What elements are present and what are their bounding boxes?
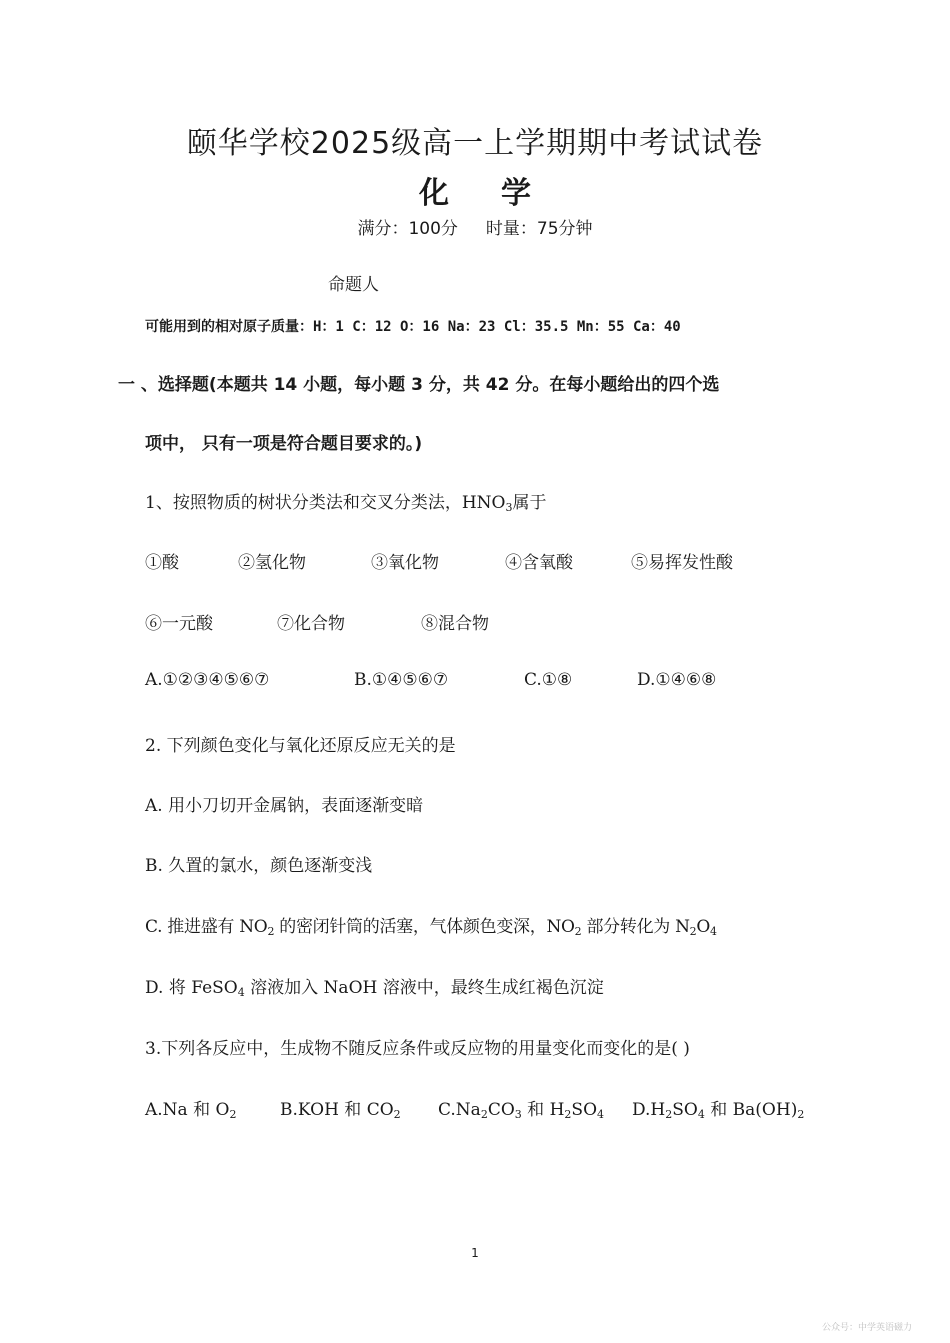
q1-stem-text: 1、按照物质的树状分类法和交叉分类法，HNO (145, 493, 506, 513)
q3-c-sub-2: 3 (514, 1108, 522, 1121)
q3-option-a (145, 1095, 236, 1120)
q1-item-4: ④含氧酸 (505, 553, 573, 573)
q1-item-7: ⑦化合物 (277, 614, 345, 634)
q1-item-1: ①酸 (145, 553, 179, 573)
q1-option-a: A.①②③④⑤⑥⑦ (145, 670, 270, 690)
q3-c-sub-4: 4 (597, 1108, 605, 1121)
q3-a-text: A.Na 和 O (145, 1100, 230, 1120)
q3-b-text: B.KOH 和 CO (280, 1100, 394, 1120)
q3-d-text-1: D.H (632, 1100, 666, 1120)
q2-c-sub-3: 2 (689, 925, 697, 938)
q2-d-text-2: 溶液加入 NaOH 溶液中，最终生成红褐色沉淀 (244, 978, 604, 998)
q2-c-text-2: 的密闭针筒的活塞，气体颜色变深，NO (274, 917, 575, 937)
q2-option-b: B. 久置的氯水，颜色逐渐变浅 (145, 856, 373, 876)
q2-c-sub-1: 2 (267, 925, 275, 938)
q3-c-sub-3: 2 (564, 1108, 572, 1121)
subject-heading (0, 168, 950, 212)
q2-c-text-3: 部分转化为 N (581, 917, 690, 937)
q3-c-text-3: 和 H (521, 1100, 565, 1120)
subject-char-1: 化 (419, 176, 449, 211)
q3-option-d (632, 1095, 804, 1120)
q3-c-text-1: C.Na (438, 1100, 481, 1120)
q2-c-text-4: O (696, 917, 710, 937)
q3-d-text-3: 和 Ba(OH) (704, 1100, 798, 1120)
q3-stem: 3.下列各反应中，生成物不随反应条件或反应物的用量变化而变化的是( ) (145, 1039, 690, 1059)
time-limit: 时量：75分钟 (485, 219, 593, 239)
q1-item-8: ⑧混合物 (421, 614, 489, 634)
q1-item-6: ⑥一元酸 (145, 614, 213, 634)
page-number: 1 (471, 1246, 479, 1260)
full-score: 满分：100分 (357, 219, 458, 239)
q2-d-text-1: D. 将 FeSO (145, 978, 238, 998)
q1-option-d: D.①④⑥⑧ (637, 670, 717, 690)
q3-d-sub-3: 2 (797, 1108, 805, 1121)
author-label: 命题人 (328, 275, 379, 295)
q1-stem-subscript: 3 (505, 501, 513, 514)
q3-d-sub-2: 4 (697, 1108, 705, 1121)
q1-item-5: ⑤易挥发性酸 (631, 553, 733, 573)
q2-stem: 2. 下列颜色变化与氧化还原反应无关的是 (145, 736, 456, 756)
section-heading-line-2: 项中， 只有一项是符合题目要求的。) (145, 434, 423, 454)
q2-c-sub-2: 2 (574, 925, 582, 938)
q3-option-b (280, 1095, 401, 1120)
q3-c-text-4: SO (571, 1100, 598, 1120)
section-heading-line-1: 一 、选择题(本题共 14 小题，每小题 3 分，共 42 分。在每小题给出的四个选 (118, 375, 720, 395)
watermark: 公众号：中学英语磁力 (822, 1323, 913, 1333)
exam-meta (0, 214, 950, 239)
q2-c-sub-4: 4 (710, 925, 717, 938)
q3-b-sub: 2 (393, 1108, 401, 1121)
exam-title: 颐华学校2025级高一上学期期中考试试卷 (186, 126, 764, 161)
q2-c-text-1: C. 推进盛有 NO (145, 917, 268, 937)
q1-stem (145, 488, 546, 513)
q3-d-sub-1: 2 (665, 1108, 673, 1121)
q1-item-3: ③氧化物 (371, 553, 439, 573)
q3-c-text-2: CO (487, 1100, 515, 1120)
q2-d-sub-1: 4 (237, 986, 245, 999)
q3-a-sub: 2 (229, 1108, 237, 1121)
atomic-masses: 可能用到的相对原子质量：H：1 C：12 O：16 Na：23 Cl：35.5 Mn：55 Ca：40 (145, 319, 681, 335)
q3-d-text-2: SO (672, 1100, 698, 1120)
q1-stem-text-2: 属于 (512, 493, 547, 513)
q2-option-d (145, 973, 604, 998)
q1-item-2: ②氢化物 (238, 553, 306, 573)
q2-option-c (145, 912, 717, 937)
q1-option-b: B.①④⑤⑥⑦ (354, 670, 449, 690)
q3-option-c (438, 1095, 604, 1120)
q1-option-c: C.①⑧ (524, 670, 573, 690)
q2-option-a: A. 用小刀切开金属钠，表面逐渐变暗 (145, 796, 424, 816)
q3-c-sub-1: 2 (480, 1108, 488, 1121)
subject-char-2: 学 (501, 176, 531, 211)
